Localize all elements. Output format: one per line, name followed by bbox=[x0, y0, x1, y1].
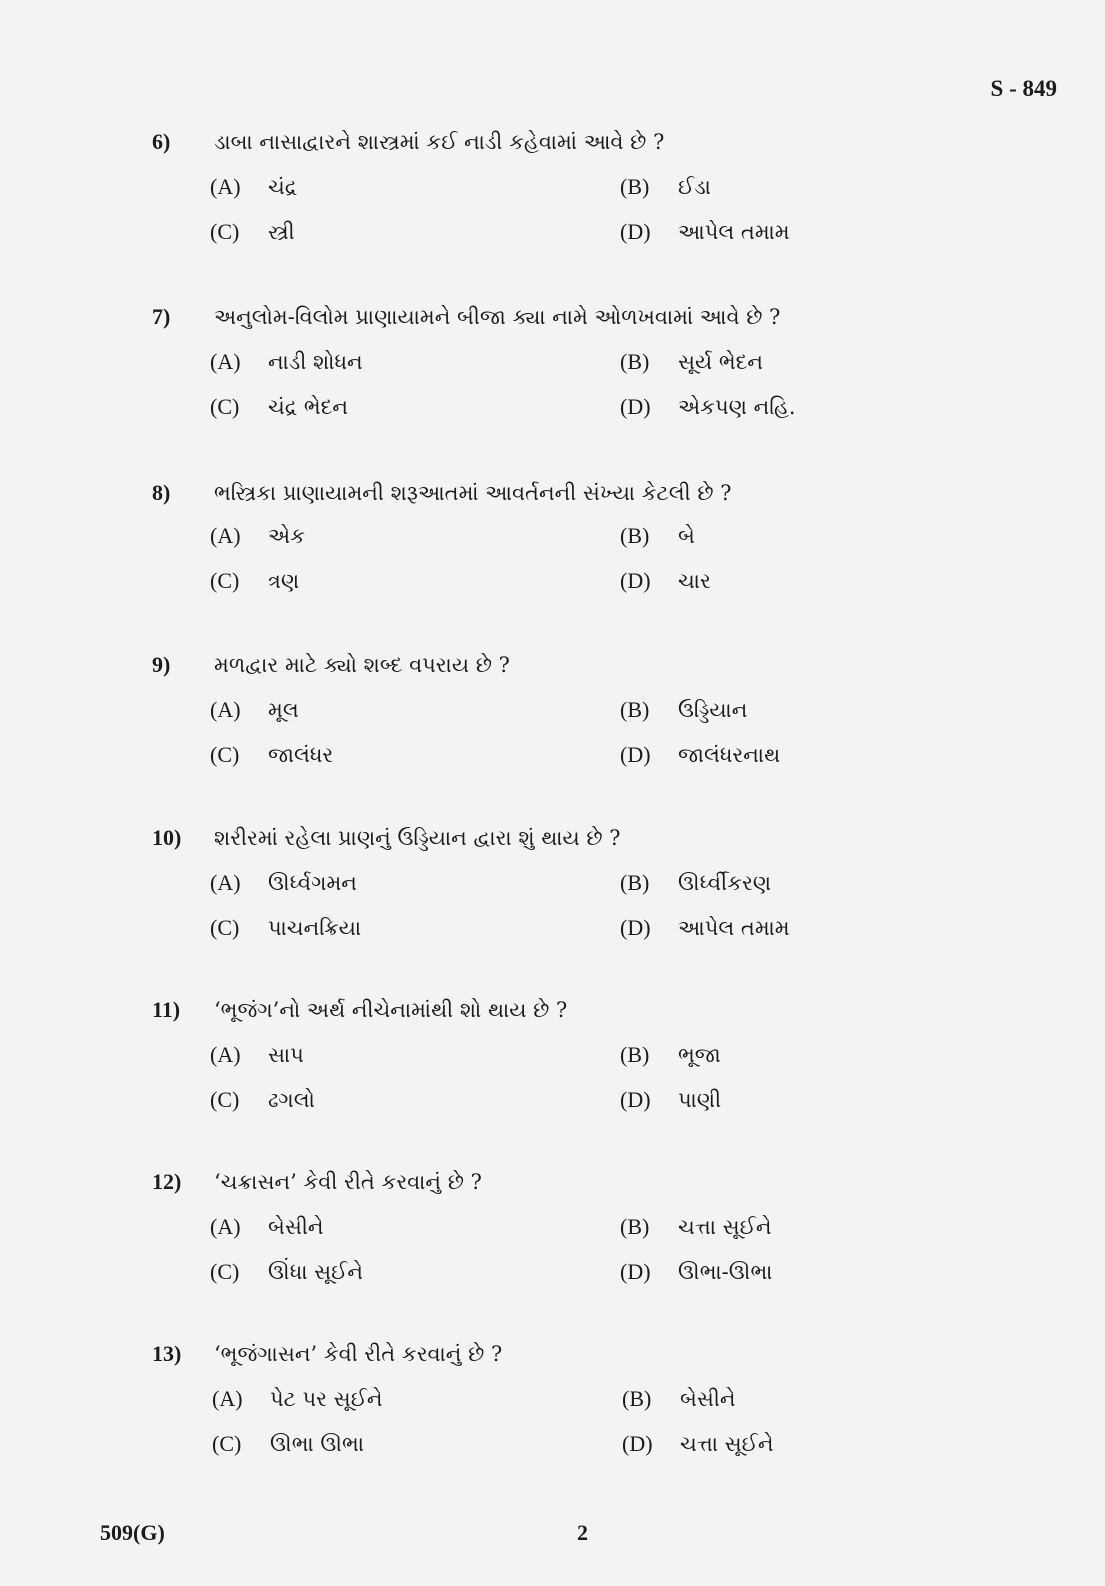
option-c bbox=[210, 564, 299, 598]
question-number: 6) bbox=[152, 129, 171, 154]
option-text: સૂર્ય ભેદન bbox=[678, 349, 764, 374]
question-text: ‘ભૂજંગાસન’ કેવી રીતે કરવાનું છે ? bbox=[214, 1341, 503, 1366]
option-c bbox=[210, 911, 361, 945]
option-label: (D) bbox=[620, 1259, 651, 1284]
question-stem bbox=[152, 1337, 502, 1371]
question-10 bbox=[152, 821, 1012, 971]
option-d bbox=[620, 215, 790, 249]
option-text: સ્ત્રી bbox=[268, 219, 295, 244]
option-text: પાણી bbox=[678, 1087, 722, 1112]
question-11 bbox=[152, 993, 1012, 1143]
option-b bbox=[620, 866, 771, 900]
question-7 bbox=[152, 300, 1012, 450]
option-b bbox=[620, 1038, 721, 1072]
option-a bbox=[210, 1210, 324, 1244]
option-a bbox=[210, 345, 363, 379]
option-text: પાચનક્રિયા bbox=[268, 915, 362, 940]
option-b bbox=[620, 345, 763, 379]
option-label: (C) bbox=[210, 568, 240, 593]
page-number: 2 bbox=[577, 1520, 588, 1545]
option-label: (C) bbox=[210, 742, 240, 767]
option-label: (C) bbox=[210, 1259, 240, 1284]
option-text: સાપ bbox=[268, 1042, 304, 1067]
option-b bbox=[620, 693, 747, 727]
question-number: 13) bbox=[152, 1341, 182, 1366]
question-13 bbox=[152, 1337, 1012, 1487]
option-d bbox=[620, 1255, 772, 1289]
question-number: 9) bbox=[152, 652, 171, 677]
option-a bbox=[210, 170, 297, 204]
option-label: (B) bbox=[620, 1214, 650, 1239]
option-label: (A) bbox=[210, 174, 241, 199]
option-label: (C) bbox=[210, 219, 240, 244]
question-text: અનુલોમ-વિલોમ પ્રાણાયામને બીજા ક્યા નામે ઓળખવામાં આવે છે ? bbox=[214, 304, 781, 329]
option-text: બેસીને bbox=[268, 1214, 324, 1239]
option-label: (B) bbox=[620, 349, 650, 374]
option-label: (B) bbox=[620, 870, 650, 895]
question-8 bbox=[152, 476, 1012, 626]
option-text: ઈડા bbox=[678, 174, 711, 199]
option-text: એકપણ નહિ. bbox=[678, 394, 796, 419]
option-a bbox=[210, 1038, 304, 1072]
option-text: ચાર bbox=[678, 568, 711, 593]
question-stem bbox=[152, 300, 780, 334]
option-d bbox=[620, 911, 790, 945]
option-c bbox=[210, 390, 348, 424]
question-text: ‘ભૂજંગ’નો અર્થ નીચેનામાંથી શો થાય છે ? bbox=[214, 997, 568, 1022]
option-c bbox=[210, 1255, 363, 1289]
paper-id: 509(G) bbox=[100, 1520, 165, 1545]
option-d bbox=[622, 1427, 774, 1461]
option-b bbox=[622, 1382, 736, 1416]
option-c bbox=[210, 738, 333, 772]
question-stem bbox=[152, 993, 567, 1027]
option-text: ઊભા-ઊભા bbox=[678, 1259, 773, 1284]
question-number: 12) bbox=[152, 1169, 182, 1194]
option-text: નાડી શોધન bbox=[268, 349, 363, 374]
option-text: ચંદ્ર bbox=[268, 174, 298, 199]
option-text: બેસીને bbox=[680, 1386, 736, 1411]
option-label: (B) bbox=[622, 1386, 652, 1411]
question-number: 7) bbox=[152, 304, 171, 329]
option-a bbox=[210, 519, 305, 553]
option-text: જાલંધરનાથ bbox=[678, 742, 781, 767]
paper-code: S - 849 bbox=[990, 76, 1057, 101]
option-text: ઊભા ઊભા bbox=[270, 1431, 364, 1456]
question-9 bbox=[152, 648, 1012, 798]
option-text: જાલંધર bbox=[268, 742, 334, 767]
option-label: (C) bbox=[210, 1087, 240, 1112]
option-c bbox=[212, 1427, 364, 1461]
option-d bbox=[620, 564, 711, 598]
question-number: 10) bbox=[152, 825, 182, 850]
option-a bbox=[210, 693, 299, 727]
option-label: (A) bbox=[212, 1386, 243, 1411]
question-text: ડાબા નાસાદ્વારને શાસ્ત્રમાં કઈ નાડી કહેવામાં આવે છે ? bbox=[214, 129, 665, 154]
option-b bbox=[620, 170, 711, 204]
option-d bbox=[620, 738, 780, 772]
option-label: (D) bbox=[620, 1087, 651, 1112]
option-text: ભૂજા bbox=[678, 1042, 721, 1067]
option-b bbox=[620, 519, 695, 553]
option-a bbox=[210, 866, 357, 900]
option-text: આપેલ તમામ bbox=[678, 915, 790, 940]
option-text: ઊર્ધ્વીકરણ bbox=[678, 870, 772, 895]
question-text: શરીરમાં રહેલા પ્રાણનું ઉડ્ડિયાન દ્વારા શું થાય છે ? bbox=[214, 825, 621, 850]
option-text: બે bbox=[678, 523, 695, 548]
question-stem bbox=[152, 1165, 482, 1199]
option-label: (B) bbox=[620, 523, 650, 548]
option-label: (A) bbox=[210, 870, 241, 895]
option-d bbox=[620, 390, 796, 424]
question-6 bbox=[152, 125, 1012, 275]
question-text: ભસ્ત્રિકા પ્રાણાયામની શરૂઆતમાં આવર્તનની સંખ્યા કેટલી છે ? bbox=[214, 480, 732, 505]
option-text: ચત્તા સૂઈને bbox=[678, 1214, 772, 1239]
question-text: મળદ્વાર માટે ક્યો શબ્દ વપરાય છે ? bbox=[214, 652, 510, 677]
option-label: (A) bbox=[210, 523, 241, 548]
option-text: ઢગલો bbox=[268, 1087, 315, 1112]
option-label: (D) bbox=[620, 915, 651, 940]
option-label: (B) bbox=[620, 1042, 650, 1067]
option-text: ચંદ્ર ભેદન bbox=[268, 394, 349, 419]
question-stem bbox=[152, 476, 732, 510]
option-text: ઊંધા સૂઈને bbox=[268, 1259, 364, 1284]
option-label: (C) bbox=[210, 915, 240, 940]
question-number: 8) bbox=[152, 480, 171, 505]
question-stem bbox=[152, 125, 664, 159]
option-text: પેટ પર સૂઈને bbox=[270, 1386, 383, 1411]
option-text: આપેલ તમામ bbox=[678, 219, 790, 244]
option-label: (A) bbox=[210, 697, 241, 722]
option-label: (D) bbox=[620, 742, 651, 767]
option-a bbox=[212, 1382, 383, 1416]
question-number: 11) bbox=[152, 997, 181, 1022]
option-b bbox=[620, 1210, 772, 1244]
option-text: મૂલ bbox=[268, 697, 299, 722]
option-label: (A) bbox=[210, 1042, 241, 1067]
option-label: (C) bbox=[210, 394, 240, 419]
option-label: (D) bbox=[622, 1431, 653, 1456]
option-d bbox=[620, 1083, 721, 1117]
option-text: ચત્તા સૂઈને bbox=[680, 1431, 774, 1456]
option-text: એક bbox=[268, 523, 305, 548]
option-text: ત્રણ bbox=[268, 568, 300, 593]
option-label: (A) bbox=[210, 1214, 241, 1239]
option-c bbox=[210, 1083, 315, 1117]
question-text: ‘ચક્રાસન’ કેવી રીતે કરવાનું છે ? bbox=[214, 1169, 482, 1194]
question-stem bbox=[152, 821, 621, 855]
option-text: ઉડ્ડિયાન bbox=[678, 697, 748, 722]
question-stem bbox=[152, 648, 510, 682]
option-label: (C) bbox=[212, 1431, 242, 1456]
option-label: (D) bbox=[620, 219, 651, 244]
option-label: (B) bbox=[620, 174, 650, 199]
option-label: (B) bbox=[620, 697, 650, 722]
question-12 bbox=[152, 1165, 1012, 1315]
option-label: (D) bbox=[620, 394, 651, 419]
option-label: (D) bbox=[620, 568, 651, 593]
option-text: ઊર્ધ્વગમન bbox=[268, 870, 357, 895]
option-c bbox=[210, 215, 295, 249]
option-label: (A) bbox=[210, 349, 241, 374]
